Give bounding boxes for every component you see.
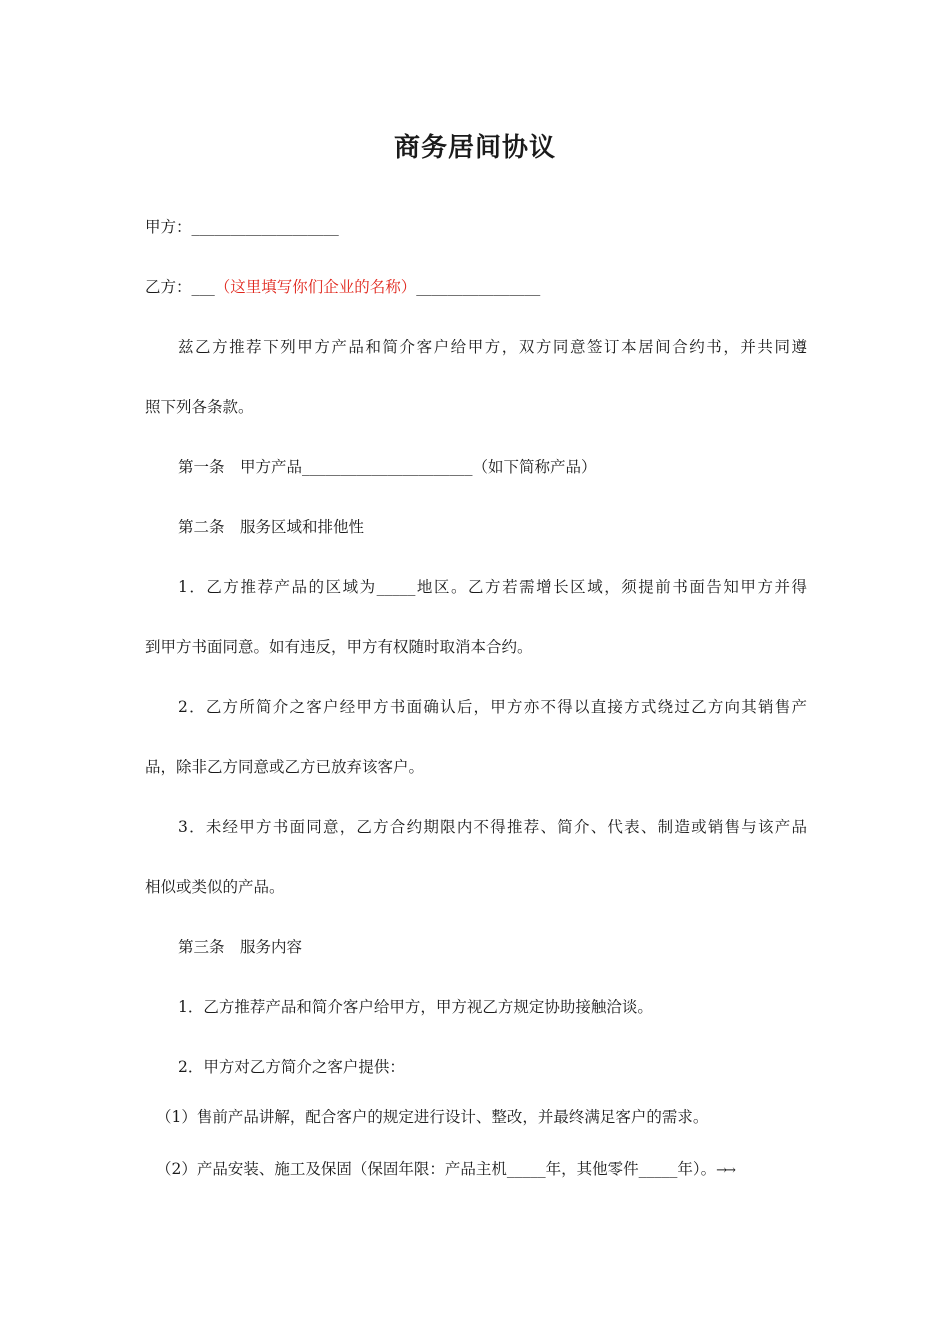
party-b-label: 乙方：	[145, 278, 192, 296]
article-3-heading: 第三条 服务内容	[178, 938, 303, 956]
article-2-item-3-line-2: 相似或类似的产品。	[145, 878, 285, 896]
article-2-item-2-line-2: 品，除非乙方同意或乙方已放弃该客户。	[145, 758, 425, 776]
party-a-label: 甲方：	[145, 218, 192, 236]
party-b-blank-before: ___	[191, 278, 215, 296]
party-a-line	[145, 216, 339, 238]
article-3-item-1: 1．乙方推荐产品和简介客户给甲方，甲方视乙方规定协助接触洽谈。	[178, 998, 653, 1016]
document-title: 商务居间协议	[393, 133, 556, 163]
intro-line-2: 照下列各条款。	[145, 398, 254, 416]
party-b-hint: （这里填写你们企业的名称）	[214, 278, 417, 296]
article-3-sub-2-line	[156, 1158, 734, 1182]
article-3-sub-1: （1）售前产品讲解，配合客户的规定进行设计、整改，并最终满足客户的需求。	[156, 1108, 709, 1126]
party-b-line	[145, 276, 540, 298]
article-2-item-1-line-2: 到甲方书面同意。如有违反，甲方有权随时取消本合约。	[145, 638, 533, 656]
article-2-item-2-line-1: 2．乙方所简介之客户经甲方书面确认后，甲方亦不得以直接方式绕过乙方向其销售产	[178, 698, 807, 716]
paragraph-continuation-icon: →→	[716, 1163, 734, 1178]
article-2-item-3-line-1: 3．未经甲方书面同意，乙方合约期限内不得推荐、简介、代表、制造或销售与该产品	[178, 818, 807, 836]
intro-line-1: 兹乙方推荐下列甲方产品和简介客户给甲方，双方同意签订本居间合约书，并共同遵	[178, 338, 807, 356]
article-2-item-1-line-1: 1．乙方推荐产品的区域为_____地区。乙方若需增长区域，须提前书面告知甲方并得	[178, 578, 807, 596]
article-2-heading: 第二条 服务区域和排他性	[178, 518, 365, 536]
article-3-sub-2: （2）产品安装、施工及保固（保固年限：产品主机_____年，其他零件_____年）。	[156, 1160, 717, 1178]
article-3-item-2: 2．甲方对乙方简介之客户提供：	[178, 1058, 405, 1076]
article-1-heading: 第一条 甲方产品______________________（如下简称产品）	[178, 458, 597, 476]
party-b-blank-after: ________________	[416, 278, 541, 296]
party-a-blank: ___________________	[191, 218, 339, 236]
